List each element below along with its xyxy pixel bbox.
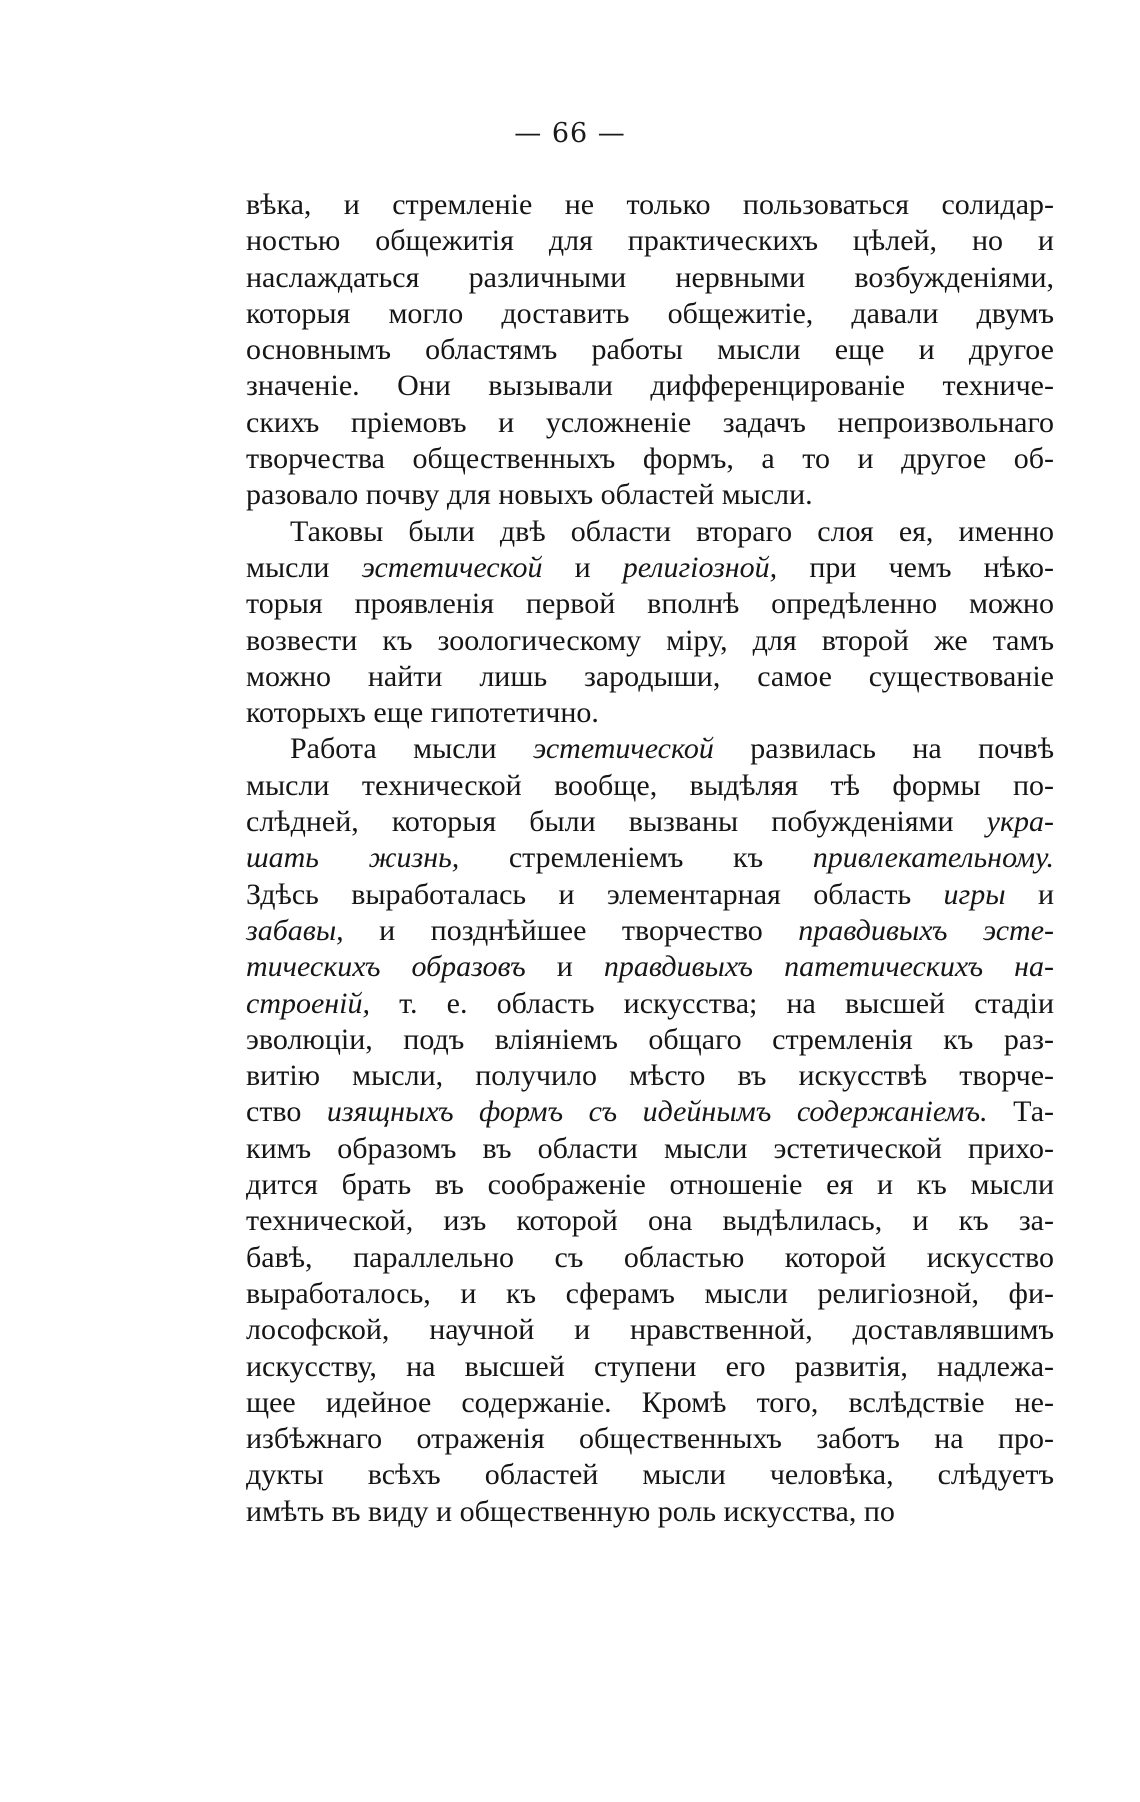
text-line — [246, 949, 1054, 985]
text-line — [246, 986, 1054, 1022]
italic-text: строеній, — [246, 986, 371, 1020]
text-run: которыхъ еще гипотетично. — [246, 696, 599, 730]
italic-text: тическихъ образовъ — [246, 950, 526, 984]
italic-text: изящныхъ формъ съ идейнымъ содержаніемъ. — [326, 1095, 988, 1129]
text-run: скихъ пріемовъ и усложненіе задачъ непроизвольнаго — [246, 405, 1054, 439]
text-run: при чемъ нѣко- — [777, 550, 1054, 584]
text-line — [246, 1421, 1054, 1457]
text-line — [246, 659, 1054, 695]
text-line — [246, 1494, 1054, 1530]
text-run: значеніе. Они вызывали дифференцированіе техниче- — [246, 369, 1054, 403]
text-run: наслаждаться различными нервными возбужденіями, — [246, 260, 1054, 294]
italic-text: правдивыхъ эсте- — [798, 913, 1054, 947]
text-run: технической, изъ которой она выдѣлилась, и къ за- — [246, 1204, 1054, 1238]
text-line — [246, 1131, 1054, 1167]
text-line — [246, 768, 1054, 804]
text-line — [246, 441, 1054, 477]
text-run: избѣжнаго отраженія общественныхъ заботъ на про- — [246, 1422, 1054, 1456]
text-line — [246, 187, 1054, 223]
text-line — [246, 260, 1054, 296]
italic-text: шать жизнь, — [246, 841, 460, 875]
text-line — [246, 296, 1054, 332]
text-run: дится брать въ соображеніе отношеніе ея и къ мысли — [246, 1168, 1054, 1202]
italic-text: правдивыхъ патетическихъ на- — [603, 950, 1054, 984]
text-run: выработалось, и къ сферамъ мысли религіозной, фи- — [246, 1276, 1054, 1310]
text-line — [246, 477, 1054, 513]
italic-text: эстетической — [533, 732, 714, 766]
text-line — [246, 332, 1054, 368]
italic-text: привлекательному. — [812, 841, 1054, 875]
text-run: и — [542, 550, 623, 584]
text-run: стремленіемъ къ — [459, 841, 813, 875]
text-run: вѣка, и стремленіе не только пользоваться солидар- — [246, 188, 1054, 221]
text-run: т. е. область искусства; на высшей стадіи — [370, 986, 1054, 1020]
text-line — [246, 1094, 1054, 1130]
text-line — [246, 623, 1054, 659]
text-run: слѣдней, которыя были вызваны побужденіями — [246, 805, 987, 839]
text-line — [246, 1457, 1054, 1493]
text-run: кимъ образомъ въ области мысли эстетической прихо- — [246, 1131, 1054, 1165]
text-line — [246, 405, 1054, 441]
text-line — [246, 1349, 1054, 1385]
italic-text: укра- — [986, 805, 1054, 839]
italic-text: религіозной, — [622, 550, 778, 584]
text-run: и позднѣйшее творчество — [343, 913, 799, 947]
text-run: и — [1005, 877, 1055, 911]
paragraph — [246, 514, 1054, 732]
text-line — [246, 913, 1054, 949]
body-text — [246, 187, 1054, 1530]
text-line — [246, 1385, 1054, 1421]
text-run: эволюціи, подъ вліяніемъ общаго стремленія къ раз- — [246, 1022, 1054, 1056]
text-run: лософской, научной и нравственной, доставлявшимъ — [246, 1313, 1054, 1347]
text-line — [246, 1167, 1054, 1203]
text-run: Та- — [987, 1095, 1055, 1129]
text-line — [246, 368, 1054, 404]
text-run: творчества общественныхъ формъ, а то и другое об- — [246, 442, 1054, 476]
text-run: возвести къ зоологическому міру, для второй же тамъ — [246, 623, 1054, 657]
text-run: искусству, на высшей ступени его развитія, надлежа- — [246, 1349, 1054, 1383]
text-run: витію мысли, получило мѣсто въ искусствѣ творче- — [246, 1059, 1054, 1093]
text-line — [246, 1276, 1054, 1312]
text-run: дукты всѣхъ областей мысли человѣка, слѣдуетъ — [246, 1458, 1054, 1492]
text-line — [246, 1240, 1054, 1276]
text-run: мысли — [246, 550, 362, 584]
text-run: Таковы были двѣ области втораго слоя ея, именно — [290, 514, 1054, 548]
text-line — [246, 550, 1054, 586]
text-line — [246, 804, 1054, 840]
text-line — [246, 695, 1054, 731]
paragraph — [246, 731, 1054, 1530]
text-line — [246, 1022, 1054, 1058]
text-run: разовало почву для новыхъ областей мысли. — [246, 478, 813, 512]
text-run: мысли технической вообще, выдѣляя тѣ формы по- — [246, 768, 1054, 802]
text-line — [246, 877, 1054, 913]
italic-text: игры — [943, 877, 1006, 911]
text-line — [246, 514, 1054, 550]
text-line — [246, 1312, 1054, 1348]
text-run: Работа мысли — [290, 732, 533, 766]
text-line — [246, 1203, 1054, 1239]
text-line — [246, 731, 1054, 767]
text-line — [246, 223, 1054, 259]
text-run: Здѣсь выработалась и элементарная область — [246, 877, 944, 911]
text-line — [246, 1058, 1054, 1094]
text-run: и — [525, 950, 604, 984]
italic-text: эстетической — [361, 550, 543, 584]
text-run: имѣть въ виду и общественную роль искусства, по — [246, 1494, 895, 1528]
text-run: которыя могло доставить общежитіе, давали двумъ — [246, 296, 1054, 330]
text-run: торыя проявленія первой вполнѣ опредѣленно можно — [246, 587, 1054, 621]
text-run: ство — [246, 1095, 327, 1129]
text-run: щее идейное содержаніе. Кромѣ того, вслѣдствіе не- — [246, 1385, 1054, 1419]
paragraph — [246, 187, 1054, 514]
text-run: основнымъ областямъ работы мысли еще и другое — [246, 333, 1054, 367]
text-run: ностью общежитія для практическихъ цѣлей, но и — [246, 224, 1054, 258]
italic-text: забавы, — [246, 913, 344, 947]
text-run: развилась на почвѣ — [713, 732, 1054, 766]
text-run: бавѣ, параллельно съ областью которой искусство — [246, 1240, 1054, 1274]
text-line — [246, 586, 1054, 622]
text-line — [246, 840, 1054, 876]
text-run: можно найти лишь зародыши, самое существованіе — [246, 659, 1054, 693]
page-number: — 66 — — [514, 118, 626, 149]
